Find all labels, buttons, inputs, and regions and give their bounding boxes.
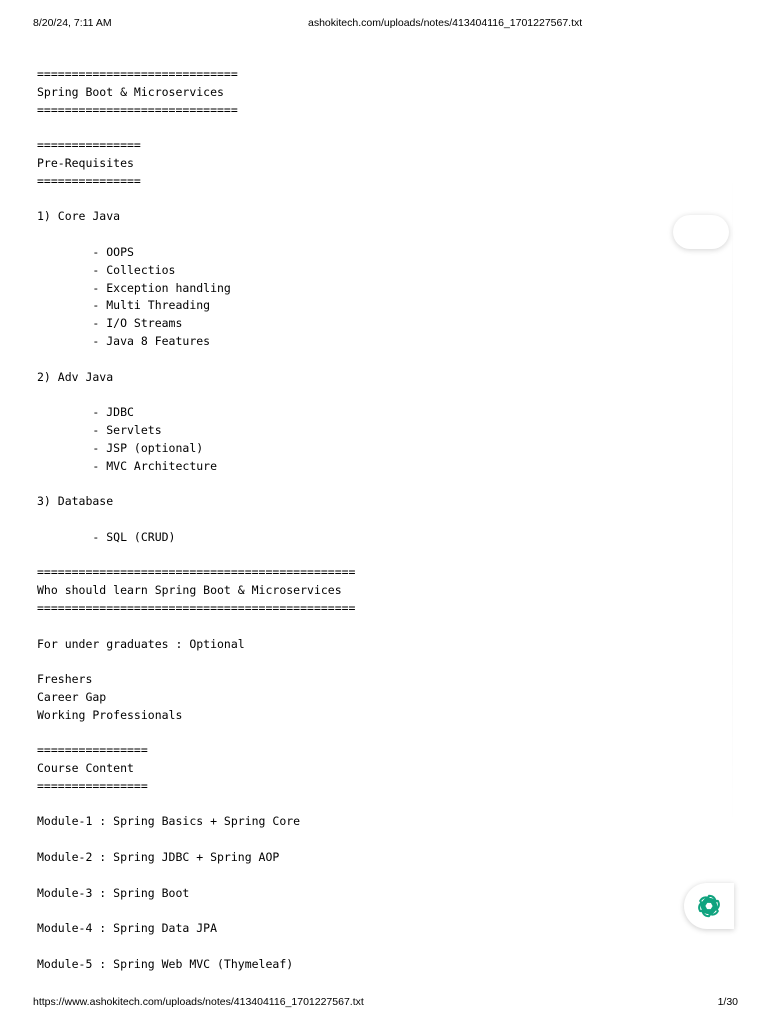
- text-line: ================: [37, 743, 148, 758]
- text-line: [37, 386, 717, 404]
- text-line: Who should learn Spring Boot & Microservices: [37, 583, 342, 598]
- text-line: [37, 226, 717, 244]
- text-line: Module-5 : Spring Web MVC (Thymeleaf): [37, 956, 294, 971]
- text-line: [37, 831, 717, 849]
- text-line: ===============: [37, 173, 141, 188]
- print-footer-url: https://www.ashokitech.com/uploads/notes/413404116_1701227567.txt: [33, 996, 364, 1008]
- text-line: [37, 191, 717, 209]
- text-line: [37, 867, 717, 885]
- text-line: - MVC Architecture: [37, 458, 218, 473]
- text-line: Freshers: [37, 672, 93, 687]
- text-line: - Servlets: [37, 422, 162, 437]
- text-line: =============================: [37, 102, 238, 117]
- text-line: [37, 351, 717, 369]
- text-line: Career Gap: [37, 689, 107, 704]
- text-line: - JSP (optional): [37, 440, 204, 455]
- print-datetime: 8/20/24, 7:11 AM: [33, 17, 112, 29]
- text-line: Course Content: [37, 761, 134, 776]
- text-line: Pre-Requisites: [37, 155, 134, 170]
- assistant-button[interactable]: [684, 883, 734, 929]
- text-line: Module-1 : Spring Basics + Spring Core: [37, 814, 301, 829]
- text-line: - Exception handling: [37, 280, 231, 295]
- text-line: [37, 796, 717, 814]
- text-line: - Multi Threading: [37, 298, 211, 313]
- text-line: [37, 547, 717, 565]
- text-line: [37, 724, 717, 742]
- text-line: For under graduates : Optional: [37, 636, 245, 651]
- text-line: [37, 653, 717, 671]
- text-line: - OOPS: [37, 244, 134, 259]
- text-line: [37, 475, 717, 493]
- text-line: - Java 8 Features: [37, 333, 211, 348]
- text-line: Module-2 : Spring JDBC + Spring AOP: [37, 850, 280, 865]
- text-line: Module-3 : Spring Boot: [37, 885, 190, 900]
- text-line: 1) Core Java: [37, 209, 121, 224]
- text-line: Working Professionals: [37, 707, 183, 722]
- text-line: =============================: [37, 67, 238, 81]
- text-line: [37, 618, 717, 636]
- page-number: 1/30: [717, 996, 738, 1008]
- text-line: 3) Database: [37, 494, 114, 509]
- text-line: ================: [37, 778, 148, 793]
- text-line: ===============: [37, 138, 141, 153]
- text-line: [37, 902, 717, 920]
- text-line: - JDBC: [37, 405, 134, 420]
- floating-pill-button[interactable]: [673, 215, 729, 249]
- text-line: - I/O Streams: [37, 316, 183, 331]
- text-line: [37, 119, 717, 137]
- text-line: ==============================================: [37, 600, 356, 615]
- text-line: [37, 938, 717, 956]
- openai-knot-icon: [692, 889, 726, 923]
- text-line: ==============================================: [37, 565, 356, 580]
- text-line: [37, 511, 717, 529]
- text-line: Spring Boot & Microservices: [37, 84, 224, 99]
- text-line: - Collectios: [37, 262, 176, 277]
- text-line: Module-4 : Spring Data JPA: [37, 921, 218, 936]
- scroll-edge: [732, 170, 733, 830]
- text-line: - SQL (CRUD): [37, 529, 176, 544]
- print-header-url: ashokitech.com/uploads/notes/413404116_1701227567.txt: [308, 17, 583, 29]
- text-line: 2) Adv Java: [37, 369, 114, 384]
- text-document: [37, 66, 717, 974]
